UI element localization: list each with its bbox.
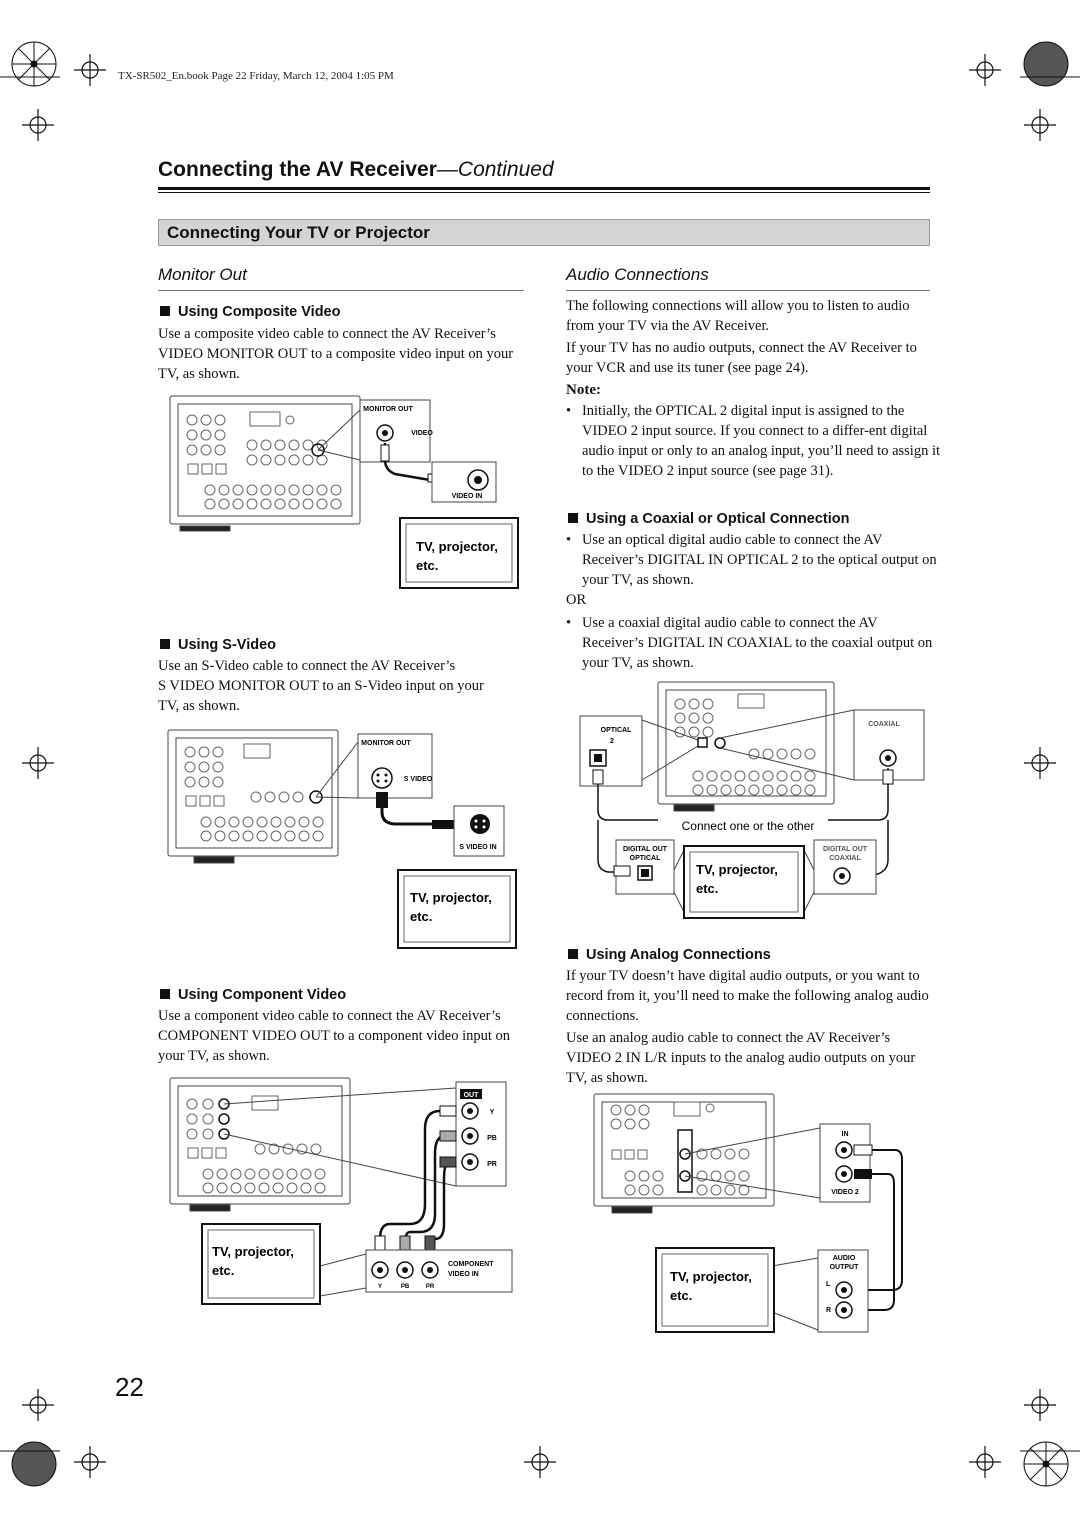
square-bullet-icon xyxy=(160,306,170,316)
svideo-body-line3: TV, as shown. xyxy=(158,698,240,714)
composite-diagram xyxy=(160,390,526,590)
audio-intro-1: The following connections will allow you to listen to audio from your TV via the AV Receiver. xyxy=(566,298,910,334)
composite-body: Use a composite video cable to connect the AV Receiver’s VIDEO MONITOR OUT to a composite video input on your TV, as shown. xyxy=(158,326,514,382)
svideo-monitor-out-label: MONITOR OUT xyxy=(361,740,411,747)
component-tv-in-label-2: VIDEO IN xyxy=(448,1271,479,1278)
note-label: Note: xyxy=(566,382,601,398)
component-y-label: Y xyxy=(489,1109,495,1116)
analog-diagram xyxy=(590,1090,930,1336)
component-out-label: OUT xyxy=(463,1092,479,1099)
component-tv-pb-label: PB xyxy=(400,1284,410,1290)
analog-tv-label-line2: etc. xyxy=(670,1288,693,1303)
page-header xyxy=(158,158,554,182)
svideo-tv-label-line1: TV, projector, xyxy=(410,890,492,905)
section-title-bar xyxy=(158,219,930,246)
audio-output-r: R xyxy=(826,1307,832,1314)
composite-tv-label-line2: etc. xyxy=(416,558,439,573)
svideo-jack-label: S VIDEO xyxy=(403,776,433,783)
digital-out-optical-2: OPTICAL xyxy=(629,855,661,862)
header-rule-thin xyxy=(158,192,930,193)
note-text: • Initially, the OPTICAL 2 digital input is assigned to the VIDEO 2 input source. If you connect to a differ-ent digital audio input or only to an analog input, you’ll need to assign it to the VIDEO 2 input source (see page 31). xyxy=(566,403,941,479)
audio-intro-2: If your TV has no audio outputs, connect the AV Receiver to your VCR and use its tuner (see page 24). xyxy=(566,340,917,376)
composite-heading: Using Composite Video xyxy=(160,304,340,320)
digital-tv-label-line2: etc. xyxy=(696,881,719,896)
optical-label: OPTICAL xyxy=(600,727,632,734)
digital-heading: Using a Coaxial or Optical Connection xyxy=(568,511,849,527)
connect-one-or-other: Connect one or the other xyxy=(681,819,815,833)
svideo-body-line1: Use an S-Video cable to connect the AV Receiver’s xyxy=(158,658,456,674)
composite-tv-label-line1: TV, projector, xyxy=(416,539,498,554)
subhead-rule xyxy=(566,290,930,291)
composite-monitor-out-label: MONITOR OUT xyxy=(363,406,413,413)
coaxial-label: COAXIAL xyxy=(868,721,900,728)
or-text: OR xyxy=(566,592,587,608)
analog-heading: Using Analog Connections xyxy=(568,947,771,963)
digital-bullet-2: • Use a coaxial digital audio cable to connect the AV Receiver’s DIGITAL IN COAXIAL to the coaxial output on your TV, as shown. xyxy=(566,615,933,671)
square-bullet-icon xyxy=(568,949,578,959)
component-body: Use a component video cable to connect the AV Receiver’s COMPONENT VIDEO OUT to a component video input on your TV, as shown. xyxy=(158,1008,511,1064)
component-pb-label: PB xyxy=(487,1135,497,1142)
component-tv-pr-label: PR xyxy=(425,1284,435,1290)
page-number: 22 xyxy=(115,1372,144,1402)
square-bullet-icon xyxy=(160,639,170,649)
analog-video2-label: VIDEO 2 xyxy=(831,1189,859,1196)
component-tv-label-line1: TV, projector, xyxy=(212,1244,294,1259)
svideo-tv-in-label: S VIDEO IN xyxy=(459,844,497,851)
composite-jack-label: VIDEO xyxy=(411,430,433,437)
section-title: Connecting Your TV or Projector xyxy=(167,223,430,242)
component-diagram xyxy=(160,1074,526,1310)
square-bullet-icon xyxy=(568,513,578,523)
svideo-diagram xyxy=(160,722,526,952)
component-heading: Using Component Video xyxy=(160,987,346,1003)
subhead-rule xyxy=(158,290,524,291)
audio-output-label-2: OUTPUT xyxy=(829,1264,859,1271)
component-pr-label: PR xyxy=(487,1161,497,1168)
header-continued: —Continued xyxy=(436,158,554,181)
analog-body-2: Use an analog audio cable to connect the AV Receiver’s VIDEO 2 IN L/R inputs to the analog audio outputs on your TV, as shown. xyxy=(566,1030,916,1086)
audio-output-l: L xyxy=(826,1281,831,1288)
component-tv-y-label: Y xyxy=(377,1284,383,1290)
digital-out-optical-1: DIGITAL OUT xyxy=(622,846,668,853)
svideo-tv-label-line2: etc. xyxy=(410,909,433,924)
optical-number: 2 xyxy=(610,738,614,745)
book-info-line: TX-SR502_En.book Page 22 Friday, March 12, 2004 1:05 PM xyxy=(118,70,394,82)
analog-in-label: IN xyxy=(841,1131,849,1138)
header-title: Connecting the AV Receiver xyxy=(158,158,437,181)
digital-out-coaxial-2: COAXIAL xyxy=(829,855,861,862)
audio-connections-heading: Audio Connections xyxy=(566,265,709,284)
header-rule xyxy=(158,187,930,190)
digital-bullet-1: • Use an optical digital audio cable to connect the AV Receiver’s DIGITAL IN OPTICAL 2 to the optical output on your TV, as shown. xyxy=(566,532,937,588)
svideo-body-line2: S VIDEO MONITOR OUT to an S-Video input on your xyxy=(158,678,484,694)
component-tv-in-label-1: COMPONENT xyxy=(448,1261,494,1268)
monitor-out-heading: Monitor Out xyxy=(158,265,247,284)
analog-tv-label-line1: TV, projector, xyxy=(670,1269,752,1284)
analog-body-1: If your TV doesn’t have digital audio outputs, or you want to record from it, you’ll need to make the following analog audio connections. xyxy=(566,968,929,1024)
square-bullet-icon xyxy=(160,989,170,999)
digital-diagram xyxy=(578,680,938,920)
audio-output-label-1: AUDIO xyxy=(832,1255,856,1262)
digital-tv-label-line1: TV, projector, xyxy=(696,862,778,877)
svideo-heading: Using S-Video xyxy=(160,637,276,653)
composite-tv-in-label: VIDEO IN xyxy=(451,493,483,500)
component-tv-label-line2: etc. xyxy=(212,1263,235,1278)
digital-out-coaxial-1: DIGITAL OUT xyxy=(822,846,868,853)
